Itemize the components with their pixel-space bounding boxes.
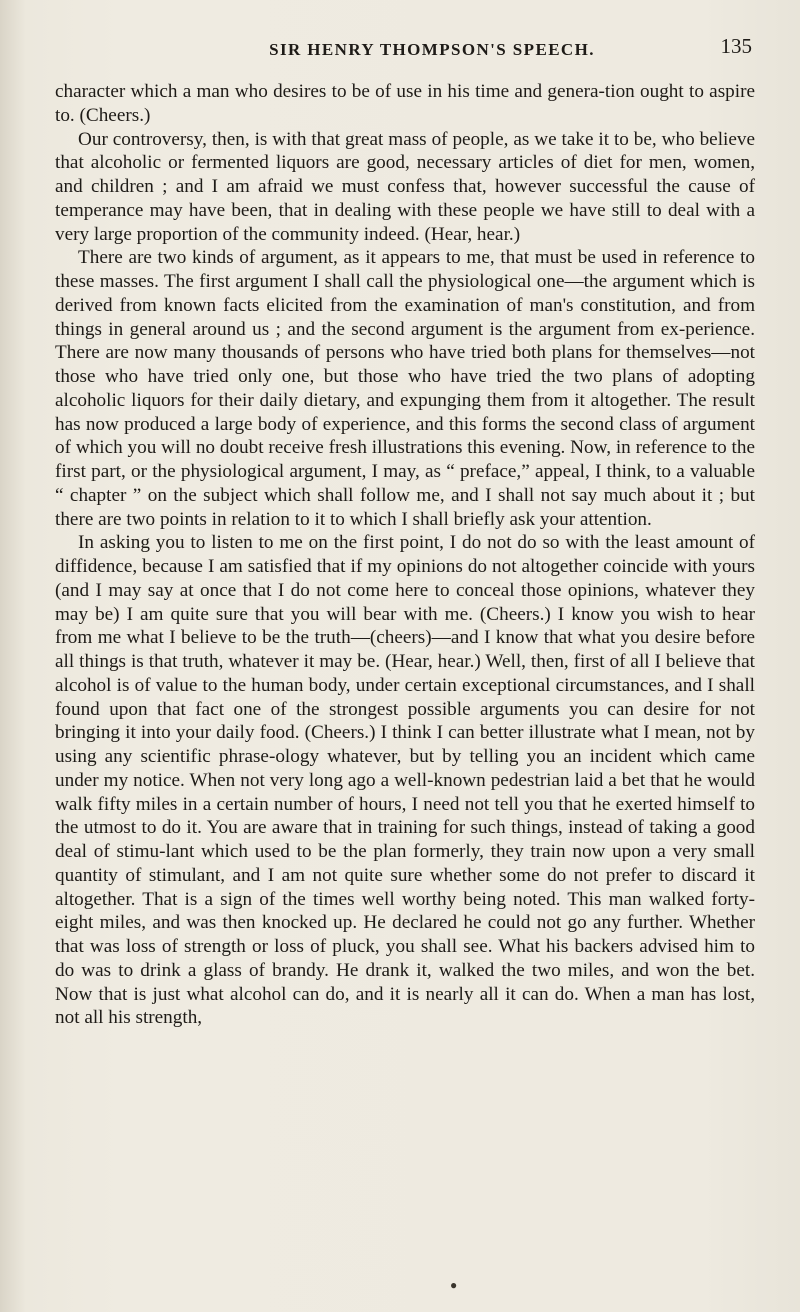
paragraph-continuation: character which a man who desires to be of use in his time and genera-tion ought to aspire to. (Cheers.) [55, 81, 755, 126]
paragraph-first-point: In asking you to listen to me on the first point, I do not do so with the least amount of diffidence, because I am satisfied that if my opinions do not altogether coincide with yours (and I may say at once that I do not come here to conceal those opinions, whatever they may be) I am quite sure that you will bear with me. (Cheers.) I know you wish to hear from me what I believe to be the truth—(cheers)—and I know that what you desire before all things is that truth, whatever it may be. (Hear, hear.) Well, then, first of all I believe that alcohol is of value to the human body, under certain exceptional circumstances, and I shall found upon that fact one of the strongest possible arguments you can desire for not bringing it into your daily food. (Cheers.) I think I can better illustrate what I mean, not by using any scientific phrase-ology whatever, but by telling you an incident which came under my notice. When not very long ago a well-known pedestrian laid a bet that he would walk fifty miles in a certain number of hours, I need not tell you that he exerted himself to the utmost to do it. You are aware that in training for such things, instead of taking a good deal of stimu-lant which used to be the plan formerly, they train now upon a very small quantity of stimulant, and I am not quite sure whether some do not prefer to discard it altogether. That is a sign of the times well worthy being noted. This man walked forty-eight miles, and was then knocked up. He declared he could not go any further. Whether that was loss of strength or loss of pluck, you shall see. What his backers advised him to do was to drink a glass of brandy. He drank it, walked the two miles, and won the bet. Now that is just what alcohol can do, and it is nearly all it can do. When a man has lost, not all his strength, [55, 532, 755, 1029]
body-text [55, 80, 755, 1030]
running-head: SIR HENRY THOMPSON'S SPEECH. [269, 40, 595, 59]
printer-mark: ● [450, 1278, 458, 1292]
page-number: 135 [720, 34, 752, 58]
paragraph-controversy: Our controversy, then, is with that great mass of people, as we take it to be, who believe that alcoholic or fermented liquors are good, necessary articles of diet for men, women, and children ; and I am afraid we must confess that, however successful the cause of temperance may have been, that in dealing with these people we have still to deal with a very large proportion of the community indeed. (Hear, hear.) [55, 128, 755, 245]
paragraph-two-arguments: There are two kinds of argument, as it appears to me, that must be used in reference to these masses. The first argument I shall call the physiological one—the argument which is derived from known facts elicited from the examination of man's constitution, and from things in general around us ; and the second argument is the argument from ex-perience. There are now many thousands of persons who have tried both plans for themselves—not those who have tried only one, but those who have tried the two plans of adopting alcoholic liquors for their daily dietary, and expunging them from it altogether. The result has now produced a large body of experience, and this forms the second class of argument of which you will no doubt receive fresh illustrations this evening. Now, in reference to the first part, or the physiological argument, I may, as “ preface,” appeal, I think, to a valuable “ chapter ” on the subject which shall follow me, and I shall not say much about it ; but there are two points in relation to it to which I shall briefly ask your attention. [55, 247, 755, 530]
page-header [112, 34, 752, 70]
